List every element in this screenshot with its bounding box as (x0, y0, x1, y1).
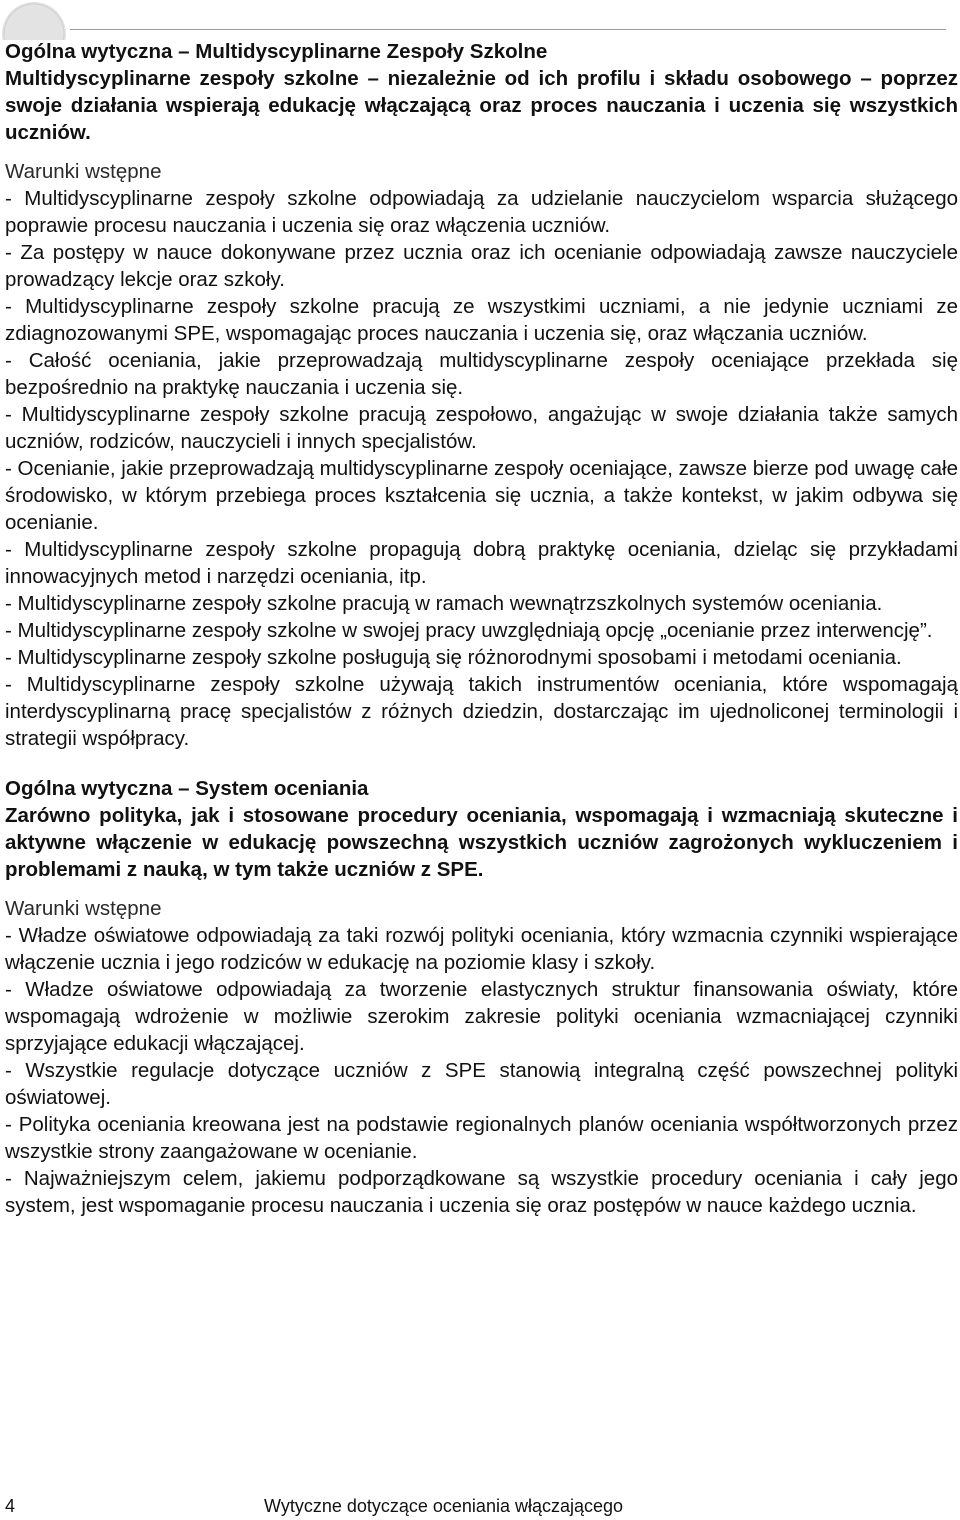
list-item: - Za postępy w nauce dokonywane przez ucznia oraz ich ocenianie odpowiadają zawsze nauczyciele prowadzący lekcje oraz szkoły. (5, 241, 958, 291)
conditions-heading: Warunki wstępne (5, 897, 162, 920)
list-item: - Multidyscyplinarne zespoły szkolne pracują zespołowo, angażując w swoje działania także samych uczniów, rodziców, nauczycieli i innych specjalistów. (5, 403, 958, 453)
list-item: - Multidyscyplinarne zespoły szkolne pracują ze wszystkimi uczniami, a nie jedynie uczniami ze zdiagnozowanymi SPE, wspomagając proces nauczania i uczenia się, oraz włączania uczniów. (5, 295, 958, 345)
list-item: - Multidyscyplinarne zespoły szkolne pracują w ramach wewnątrzszkolnych systemów oceniania. (5, 592, 883, 615)
list-item: - Multidyscyplinarne zespoły szkolne odpowiadają za udzielanie nauczycielom wsparcia służącego poprawie procesu nauczania i uczenia się oraz włączenia uczniów. (5, 187, 958, 237)
section-lead: Multidyscyplinarne zespoły szkolne – niezależnie od ich profilu i składu osobowego – poprzez swoje działania wspierają edukację włączającą oraz proces nauczania i uczenia się wszystkich uczniów. (5, 67, 958, 144)
list-item: - Multidyscyplinarne zespoły szkolne używają takich instrumentów oceniania, które wspomagają interdyscyplinarną pracę specjalistów z różnych dziedzin, dostarczając im ujednoliconej terminologii i strategii współpracy. (5, 673, 958, 750)
page-number: 4 (5, 1496, 16, 1516)
section-lead: Zarówno polityka, jak i stosowane procedury oceniania, wspomagają i wzmacniają skuteczne i aktywne włączenie w edukację powszechną wszystkich uczniów zagrożonych wykluczeniem i problemami z nauką, w tym także uczniów z SPE. (5, 804, 958, 881)
list-item: - Multidyscyplinarne zespoły szkolne propagują dobrą praktykę oceniania, dzieląc się przykładami innowacyjnych metod i narzędzi oceniania, itp. (5, 538, 958, 588)
page-content (5, 38, 958, 1219)
list-item: - Władze oświatowe odpowiadają za taki rozwój polityki oceniania, który wzmacnia czynniki wspierające włączenie ucznia i jego rodziców w edukację na poziomie klasy i szkoły. (5, 924, 958, 974)
list-item: - Multidyscyplinarne zespoły szkolne posługują się różnorodnymi sposobami i metodami oceniania. (5, 646, 902, 669)
list-item: - Ocenianie, jakie przeprowadzają multidyscyplinarne zespoły oceniające, zawsze bierze pod uwagę całe środowisko, w którym przebiega proces kształcenia się ucznia, a także kontekst, w jakim odbywa się ocenianie. (5, 457, 958, 534)
footer-document-title: Wytyczne dotyczące oceniania włączającego (264, 1496, 624, 1516)
section-title: Ogólna wytyczna – Multidyscyplinarne Zespoły Szkolne (5, 40, 548, 63)
list-item: - Wszystkie regulacje dotyczące uczniów z SPE stanowią integralną część powszechnej polityki oświatowej. (5, 1059, 958, 1109)
corner-logo-icon (0, 0, 72, 40)
conditions-heading: Warunki wstępne (5, 160, 162, 183)
list-item: - Władze oświatowe odpowiadają za tworzenie elastycznych struktur finansowania oświaty, które wspomagają wdrożenie w możliwie szerokim zakresie polityki oceniania wzmacniającej czynniki sprzyjające edukacji włączającej. (5, 978, 958, 1055)
section-assessment-system (5, 775, 958, 1219)
header-rule (70, 29, 946, 30)
list-item: - Multidyscyplinarne zespoły szkolne w swojej pracy uwzględniają opcję „ocenianie przez interwencję”. (5, 619, 933, 642)
section-title: Ogólna wytyczna – System oceniania (5, 777, 369, 800)
list-item: - Całość oceniania, jakie przeprowadzają multidyscyplinarne zespoły oceniające przekłada się bezpośrednio na praktykę nauczania i uczenia się. (5, 349, 958, 399)
section-spacer (5, 752, 958, 775)
list-item: - Najważniejszym celem, jakiemu podporządkowane są wszystkie procedury oceniania i cały jego system, jest wspomaganie procesu nauczania i uczenia się oraz postępów w nauce każdego ucznia. (5, 1167, 958, 1217)
section-multidisciplinary-teams (5, 38, 958, 752)
list-item: - Polityka oceniania kreowana jest na podstawie regionalnych planów oceniania współtworzonych przez wszystkie strony zaangażowane w ocenianie. (5, 1113, 958, 1163)
